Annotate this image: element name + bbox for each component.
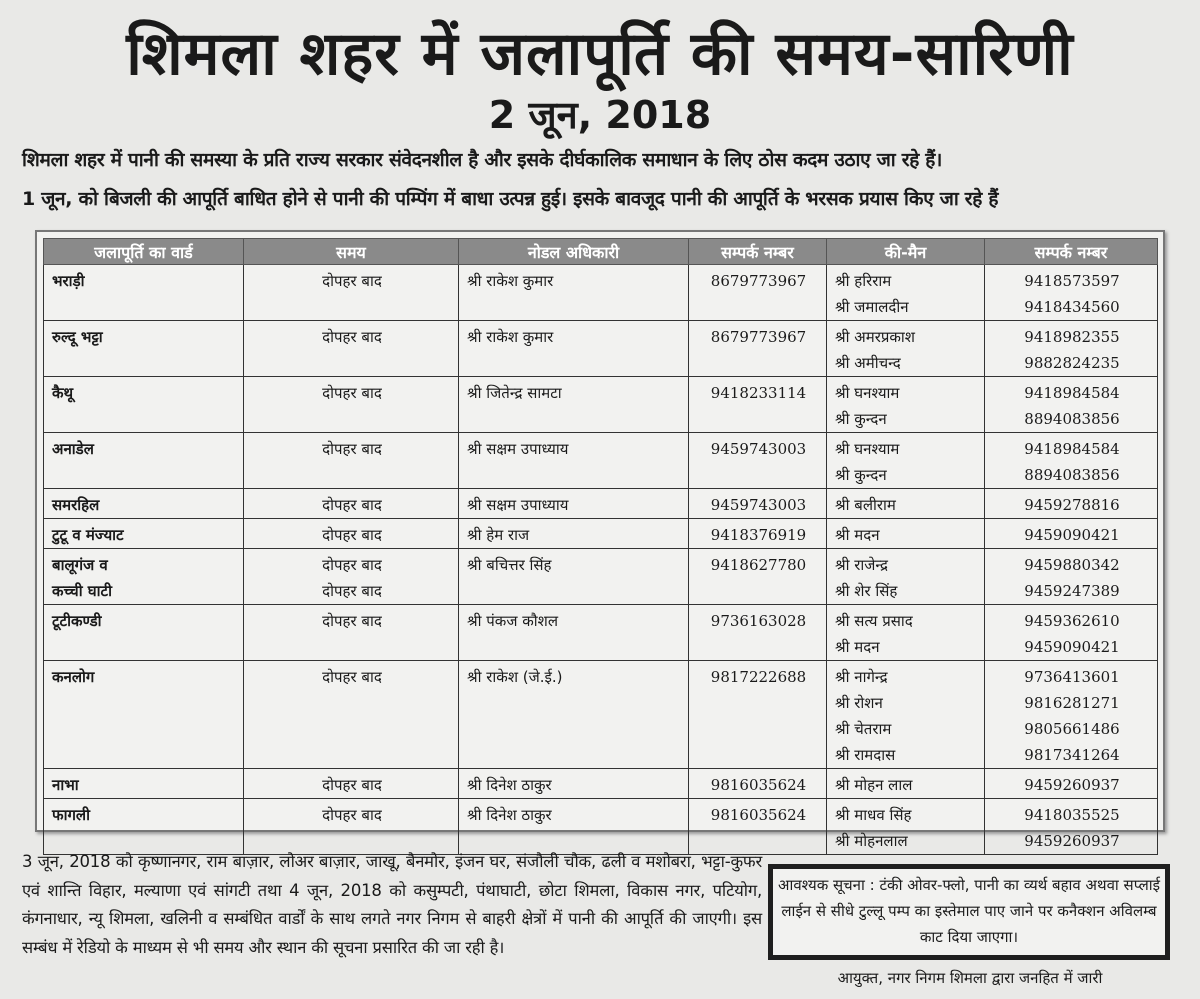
officer-cell: श्री सक्षम उपाध्याय xyxy=(459,433,689,489)
ward-line: बालूगंज व xyxy=(52,556,108,574)
time-cell: दोपहर बाद xyxy=(244,489,459,519)
keyman-cell xyxy=(827,769,985,799)
keyman-cell xyxy=(827,549,985,605)
schedule-table-container xyxy=(35,230,1165,850)
keyman-phone: 9459278816 xyxy=(1024,496,1120,514)
keyman-phone: 9418982355 xyxy=(1024,328,1120,346)
table-row xyxy=(44,549,1158,605)
keyman-name: श्री रोशन xyxy=(835,694,883,712)
ward-cell: टूटीकण्डी xyxy=(44,605,244,661)
ward-cell: कनलोग xyxy=(44,661,244,769)
keyman-name: श्री मोहनलाल xyxy=(835,832,908,850)
phone-cell: 8679773967 xyxy=(689,265,827,321)
keyman-phone-cell xyxy=(985,661,1158,769)
table-row xyxy=(44,489,1158,519)
table-row xyxy=(44,321,1158,377)
phone-cell: 9459743003 xyxy=(689,489,827,519)
important-notice-text: आवश्यक सूचना : टंकी ओवर-फ्लो, पानी का व्यर्थ बहाव अथवा सप्लाई लाईन से सीधे टुल्लू पम्प का इस्तेमाल पाए जाने पर कनैक्शन अविलम्ब काट दिया जाएगा। xyxy=(773,869,1165,955)
keyman-phone-cell xyxy=(985,489,1158,519)
phone-cell: 9736163028 xyxy=(689,605,827,661)
ward-cell: टुटू व मंज्याट xyxy=(44,519,244,549)
officer-cell: श्री पंकज कौशल xyxy=(459,605,689,661)
keyman-phone-cell xyxy=(985,769,1158,799)
keyman-name: श्री कुन्दन xyxy=(835,466,887,484)
time-cell: दोपहर बाद xyxy=(244,769,459,799)
keyman-name: श्री सत्य प्रसाद xyxy=(835,612,913,630)
time-line: दोपहर बाद xyxy=(322,582,382,600)
keyman-phone-cell xyxy=(985,265,1158,321)
keyman-name: श्री चेतराम xyxy=(835,720,892,738)
keyman-cell xyxy=(827,433,985,489)
keyman-name: श्री शेर सिंह xyxy=(835,582,898,600)
keyman-phone: 9459247389 xyxy=(1024,582,1120,600)
table-row xyxy=(44,661,1158,769)
ward-cell: कैथू xyxy=(44,377,244,433)
officer-cell: श्री हेम राज xyxy=(459,519,689,549)
keyman-name: श्री मोहन लाल xyxy=(835,776,913,794)
header-ward: जलापूर्ति का वार्ड xyxy=(44,239,244,265)
keyman-name: श्री राजेन्द्र xyxy=(835,556,889,574)
table-row xyxy=(44,377,1158,433)
phone-cell: 9459743003 xyxy=(689,433,827,489)
header-time: समय xyxy=(244,239,459,265)
table-row xyxy=(44,605,1158,661)
keyman-phone: 8894083856 xyxy=(1024,410,1120,428)
keyman-phone: 9418984584 xyxy=(1024,440,1120,458)
header-keyman: की-मैन xyxy=(827,239,985,265)
keyman-phone-cell xyxy=(985,377,1158,433)
keyman-phone: 9805661486 xyxy=(1024,720,1120,738)
officer-cell: श्री जितेन्द्र सामटा xyxy=(459,377,689,433)
keyman-name: श्री अमीचन्द xyxy=(835,354,901,372)
keyman-name: श्री रामदास xyxy=(835,746,896,764)
time-cell: दोपहर बाद xyxy=(244,265,459,321)
header-phone: सम्पर्क नम्बर xyxy=(689,239,827,265)
keyman-name: श्री हरिराम xyxy=(835,272,892,290)
officer-cell: श्री राकेश कुमार xyxy=(459,321,689,377)
phone-cell: 9418233114 xyxy=(689,377,827,433)
table-row xyxy=(44,519,1158,549)
keyman-phone: 9459880342 xyxy=(1024,556,1120,574)
keyman-phone: 9459090421 xyxy=(1024,638,1120,656)
keyman-phone-cell xyxy=(985,433,1158,489)
schedule-table xyxy=(43,238,1158,855)
time-cell: दोपहर बाद xyxy=(244,377,459,433)
phone-cell: 9418376919 xyxy=(689,519,827,549)
table-row xyxy=(44,769,1158,799)
keyman-name: श्री माधव सिंह xyxy=(835,806,912,824)
keyman-cell xyxy=(827,661,985,769)
keyman-cell xyxy=(827,519,985,549)
keyman-phone: 9816281271 xyxy=(1024,694,1120,712)
intro-line-1: शिमला शहर में पानी की समस्या के प्रति राज्य सरकार संवेदनशील है और इसके दीर्घकालिक समाधान के लिए ठोस कदम उठाए जा रहे हैं। xyxy=(22,149,943,171)
keyman-phone: 9817341264 xyxy=(1024,746,1120,764)
keyman-name: श्री अमरप्रकाश xyxy=(835,328,915,346)
keyman-name: श्री कुन्दन xyxy=(835,410,887,428)
header-keyman-phone: सम्पर्क नम्बर xyxy=(985,239,1158,265)
keyman-phone-cell xyxy=(985,519,1158,549)
phone-cell: 8679773967 xyxy=(689,321,827,377)
keyman-phone: 9459362610 xyxy=(1024,612,1120,630)
keyman-cell xyxy=(827,799,985,855)
keyman-phone: 9418984584 xyxy=(1024,384,1120,402)
ward-cell: अनाडेल xyxy=(44,433,244,489)
keyman-phone: 9459090421 xyxy=(1024,526,1120,544)
keyman-phone-cell xyxy=(985,799,1158,855)
ward-cell: फागली xyxy=(44,799,244,855)
page-title: शिमला शहर में जलापूर्ति की समय-सारिणी xyxy=(126,19,1074,89)
time-cell: दोपहर बाद xyxy=(244,519,459,549)
keyman-name: श्री नागेन्द्र xyxy=(835,668,888,686)
phone-cell: 9816035624 xyxy=(689,799,827,855)
officer-cell: श्री दिनेश ठाकुर xyxy=(459,799,689,855)
keyman-phone: 9418035525 xyxy=(1024,806,1120,824)
time-cell: दोपहर बाद xyxy=(244,433,459,489)
keyman-name: श्री घनश्याम xyxy=(835,440,900,458)
supply-schedule-paragraph: 3 जून, 2018 को कृष्णानगर, राम बाज़ार, लोअर बाज़ार, जाखू, बैनमोर, इंजन घर, संजौली चौक, ढली व मशोबरा, भट्टा-कुफर एवं शान्ति विहार, मल्याणा एवं सांगटी तथा 4 जून, 2018 को कसुम्पटी, पंथाघाटी, छोटा शिमला, विकास नगर, पटियोग, कंगनाधार, न्यू शिमला, खलिनी व सम्बंधित वार्डों के साथ लगते नगर निगम से बाहरी क्षेत्रों में पानी की आपूर्ति की जाएगी। इस सम्बंध में रेडियो के माध्यम से भी समय और स्थान की सूचना प्रसारित की जा रही है। xyxy=(22,852,762,957)
table-row xyxy=(44,799,1158,855)
keyman-phone: 9418573597 xyxy=(1024,272,1120,290)
officer-cell: श्री राकेश कुमार xyxy=(459,265,689,321)
officer-cell: श्री सक्षम उपाध्याय xyxy=(459,489,689,519)
keyman-phone: 9459260937 xyxy=(1024,832,1120,850)
officer-cell: श्री राकेश (जे.ई.) xyxy=(459,661,689,769)
phone-cell: 9817222688 xyxy=(689,661,827,769)
ward-cell: नाभा xyxy=(44,769,244,799)
time-cell: दोपहर बाद xyxy=(244,605,459,661)
keyman-cell xyxy=(827,377,985,433)
keyman-name: श्री मदन xyxy=(835,638,880,656)
officer-cell: श्री बचित्तर सिंह xyxy=(459,549,689,605)
keyman-phone: 8894083856 xyxy=(1024,466,1120,484)
header-officer: नोडल अधिकारी xyxy=(459,239,689,265)
keyman-phone: 9882824235 xyxy=(1024,354,1120,372)
keyman-cell xyxy=(827,605,985,661)
phone-cell: 9418627780 xyxy=(689,549,827,605)
ward-cell xyxy=(44,549,244,605)
keyman-cell xyxy=(827,489,985,519)
keyman-phone: 9736413601 xyxy=(1024,668,1120,686)
keyman-phone-cell xyxy=(985,549,1158,605)
ward-cell: रुल्दू भट्टा xyxy=(44,321,244,377)
keyman-phone: 9459260937 xyxy=(1024,776,1120,794)
keyman-name: श्री जमालदीन xyxy=(835,298,909,316)
ward-cell: भराड़ी xyxy=(44,265,244,321)
time-line: दोपहर बाद xyxy=(322,556,382,574)
keyman-name: श्री घनश्याम xyxy=(835,384,900,402)
time-cell xyxy=(244,549,459,605)
date-heading: 2 जून, 2018 xyxy=(488,93,712,137)
ward-line: कच्ची घाटी xyxy=(52,582,113,600)
time-cell: दोपहर बाद xyxy=(244,661,459,769)
important-notice-box xyxy=(768,864,1170,960)
time-cell: दोपहर बाद xyxy=(244,321,459,377)
keyman-phone-cell xyxy=(985,605,1158,661)
table-row xyxy=(44,433,1158,489)
phone-cell: 9816035624 xyxy=(689,769,827,799)
keyman-cell xyxy=(827,265,985,321)
keyman-name: श्री बलीराम xyxy=(835,496,896,514)
keyman-phone-cell xyxy=(985,321,1158,377)
table-row xyxy=(44,265,1158,321)
intro-line-2: 1 जून, को बिजली की आपूर्ति बाधित होने से पानी की पम्पिंग में बाधा उत्पन्न हुई। इसके बावजूद पानी की आपूर्ति के भरसक प्रयास किए जा रहे हैं xyxy=(22,188,999,210)
time-cell: दोपहर बाद xyxy=(244,799,459,855)
issuer-signoff: आयुक्त, नगर निगम शिमला द्वारा जनहित में जारी xyxy=(837,969,1103,987)
keyman-cell xyxy=(827,321,985,377)
ward-cell: समरहिल xyxy=(44,489,244,519)
keyman-name: श्री मदन xyxy=(835,526,880,544)
officer-cell: श्री दिनेश ठाकुर xyxy=(459,769,689,799)
table-header-row xyxy=(44,239,1158,265)
keyman-phone: 9418434560 xyxy=(1024,298,1120,316)
